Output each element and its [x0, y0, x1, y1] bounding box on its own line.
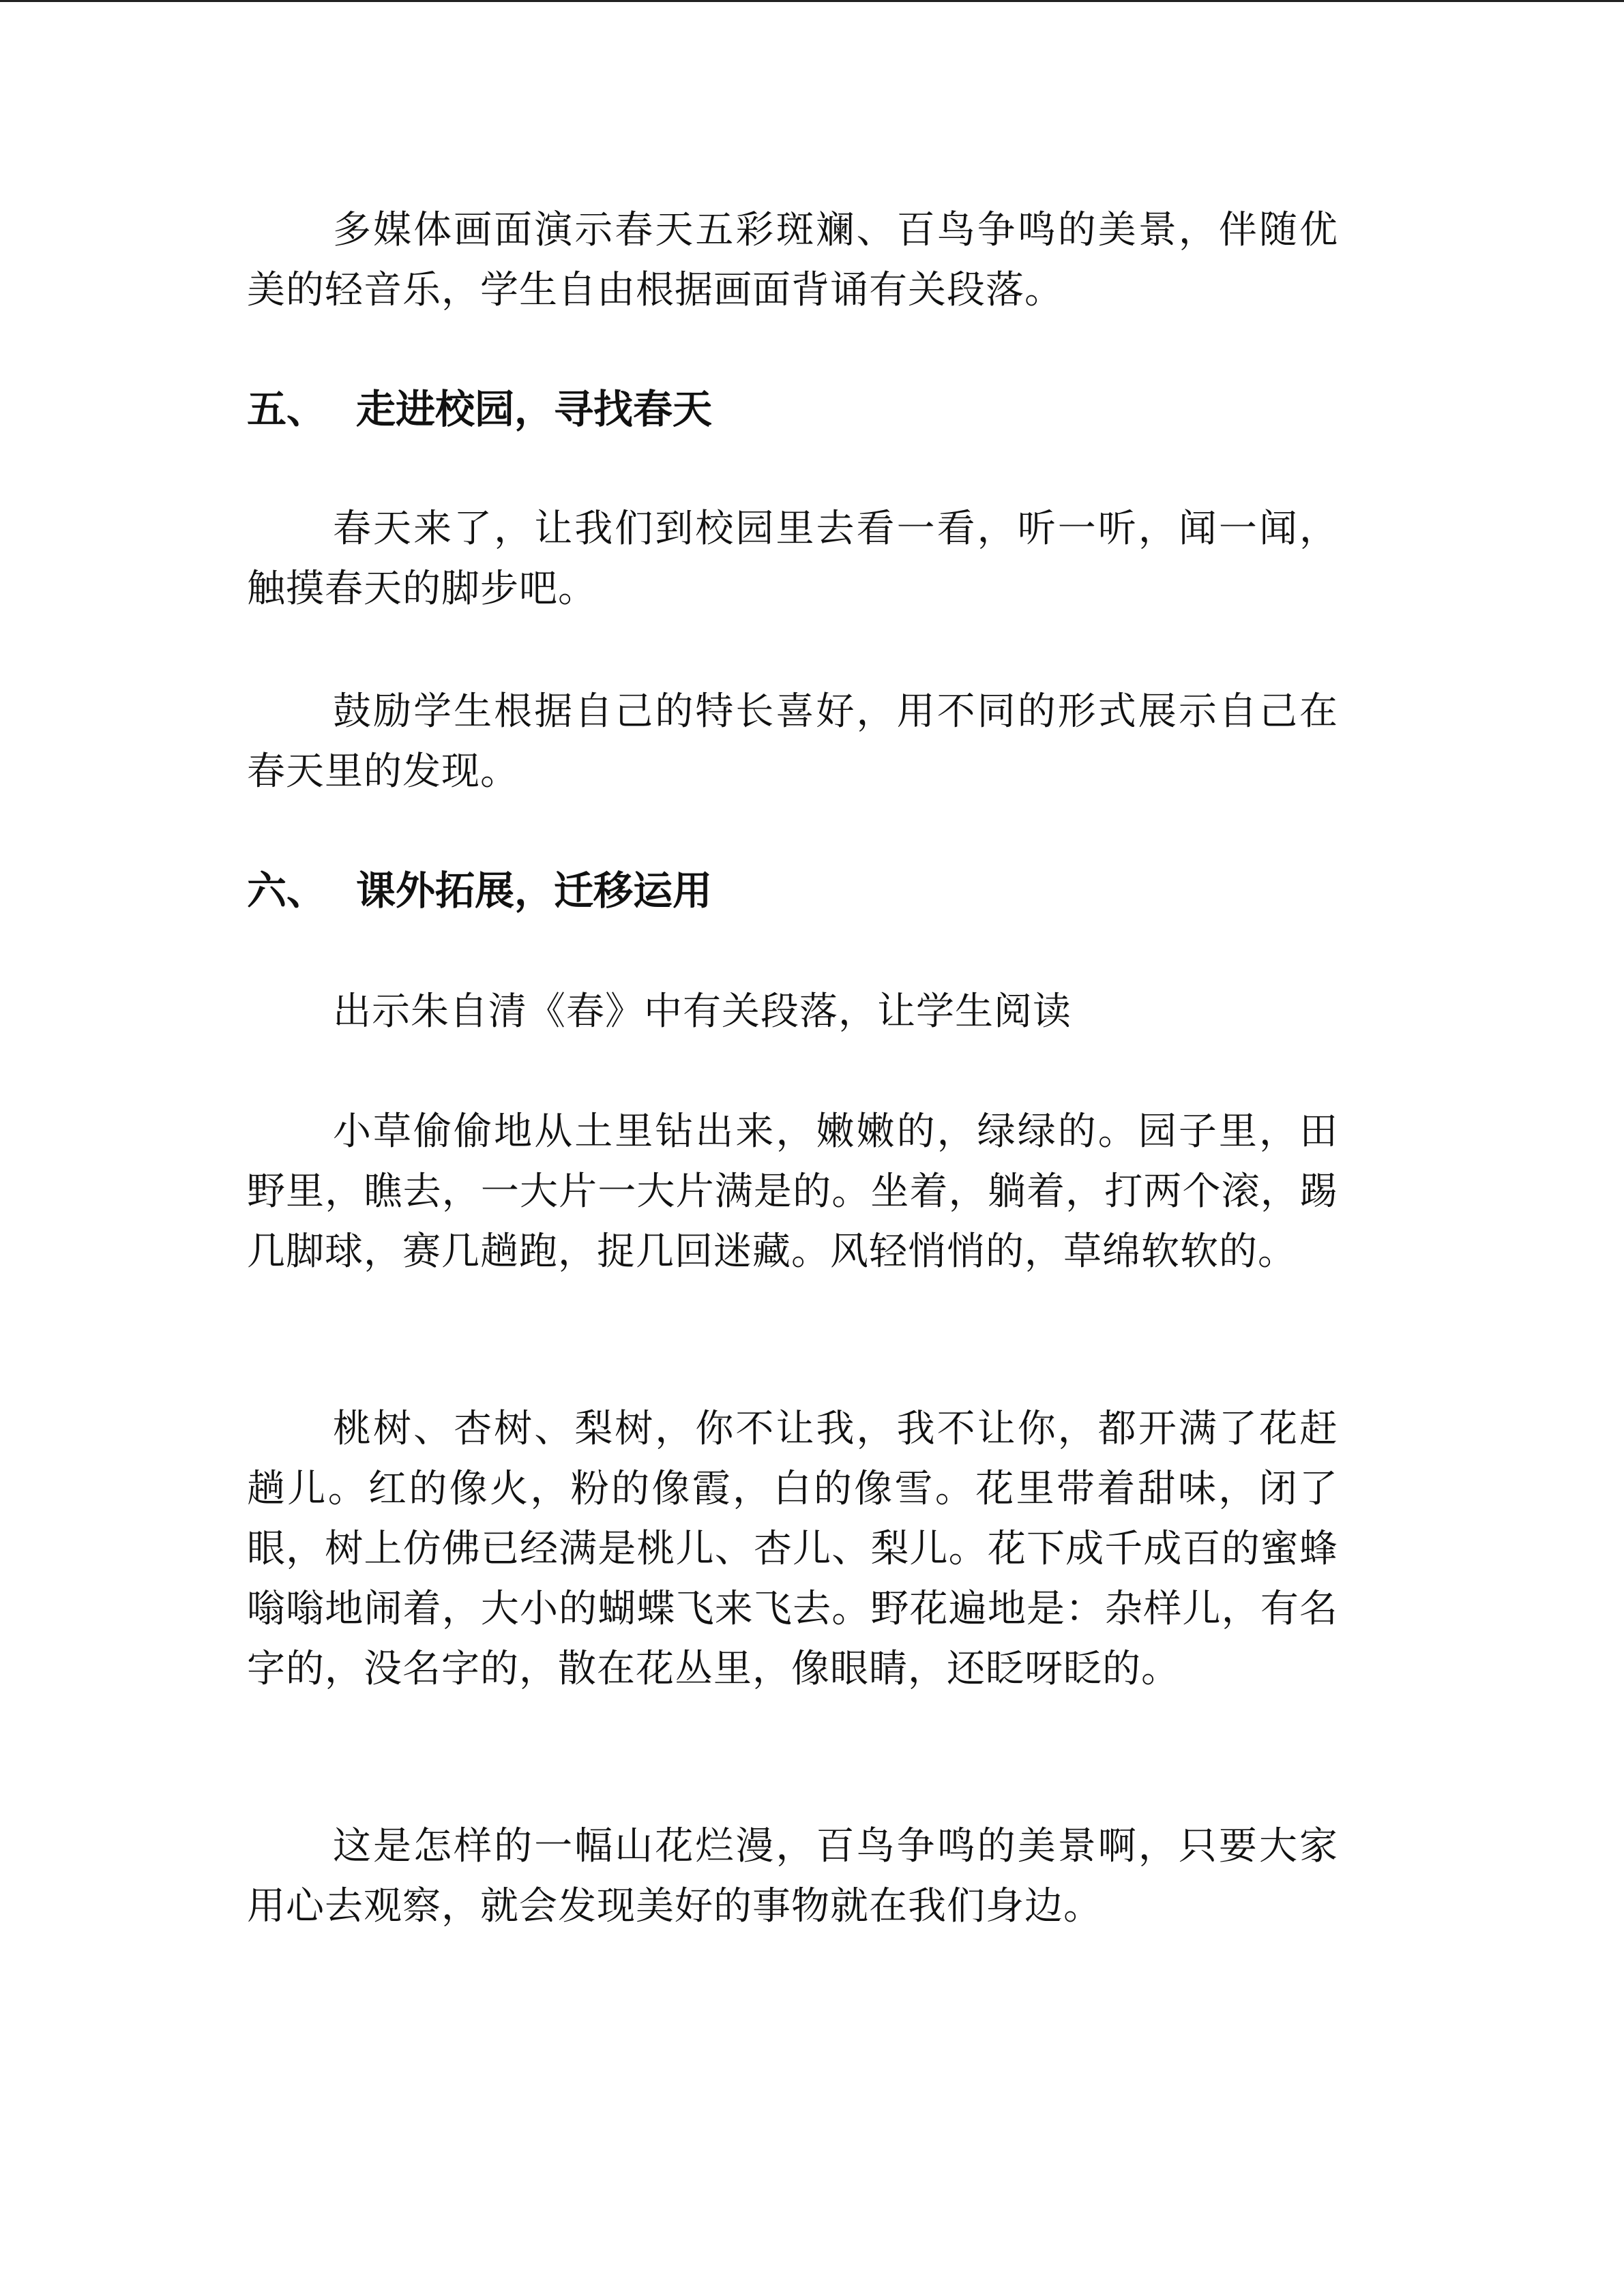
paragraph-conclusion: 这是怎样的一幅山花烂漫，百鸟争鸣的美景啊，只要大家用心去观察，就会发现美好的事物就在我们身边。 — [247, 1824, 1338, 1928]
section-title: 走进校园，寻找春天 — [356, 386, 713, 432]
section-title: 课外拓展，迁移运用 — [356, 867, 713, 914]
section-heading-5 — [247, 379, 1338, 439]
section-number: 六、 — [247, 867, 327, 914]
paragraph-encourage-students: 鼓励学生根据自己的特长喜好，用不同的形式展示自己在春天里的发现。 — [247, 689, 1338, 794]
paragraph-excerpt-grass: 小草偷偷地从土里钻出来，嫩嫩的，绿绿的。园子里，田野里，瞧去，一大片一大片满是的。坐着，躺着，打两个滚，踢几脚球，赛几趟跑，捉几回迷藏。风轻悄悄的，草绵软软的。 — [247, 1109, 1338, 1274]
top-border-line — [0, 0, 1624, 2]
paragraph-show-excerpt: 出示朱自清《春》中有关段落，让学生阅读 — [333, 989, 1072, 1034]
section-number: 五、 — [247, 386, 327, 432]
section-heading-6 — [247, 861, 1338, 921]
paragraph-multimedia-recitation: 多媒体画面演示春天五彩斑斓、百鸟争鸣的美景，伴随优美的轻音乐，学生自由根据画面背诵有关段落。 — [247, 208, 1338, 312]
paragraph-excerpt-flowers: 桃树、杏树、梨树，你不让我，我不让你，都开满了花赶趟儿。红的像火，粉的像霞，白的像雪。花里带着甜味，闭了眼，树上仿佛已经满是桃儿、杏儿、梨儿。花下成千成百的蜜蜂嗡嗡地闹着，大小的蝴蝶飞来飞去。野花遍地是：杂样儿，有名字的，没名字的，散在花丛里，像眼睛，还眨呀眨的。 — [247, 1407, 1338, 1691]
paragraph-spring-campus: 春天来了，让我们到校园里去看一看，听一听，闻一闻，触摸春天的脚步吧。 — [247, 507, 1338, 611]
